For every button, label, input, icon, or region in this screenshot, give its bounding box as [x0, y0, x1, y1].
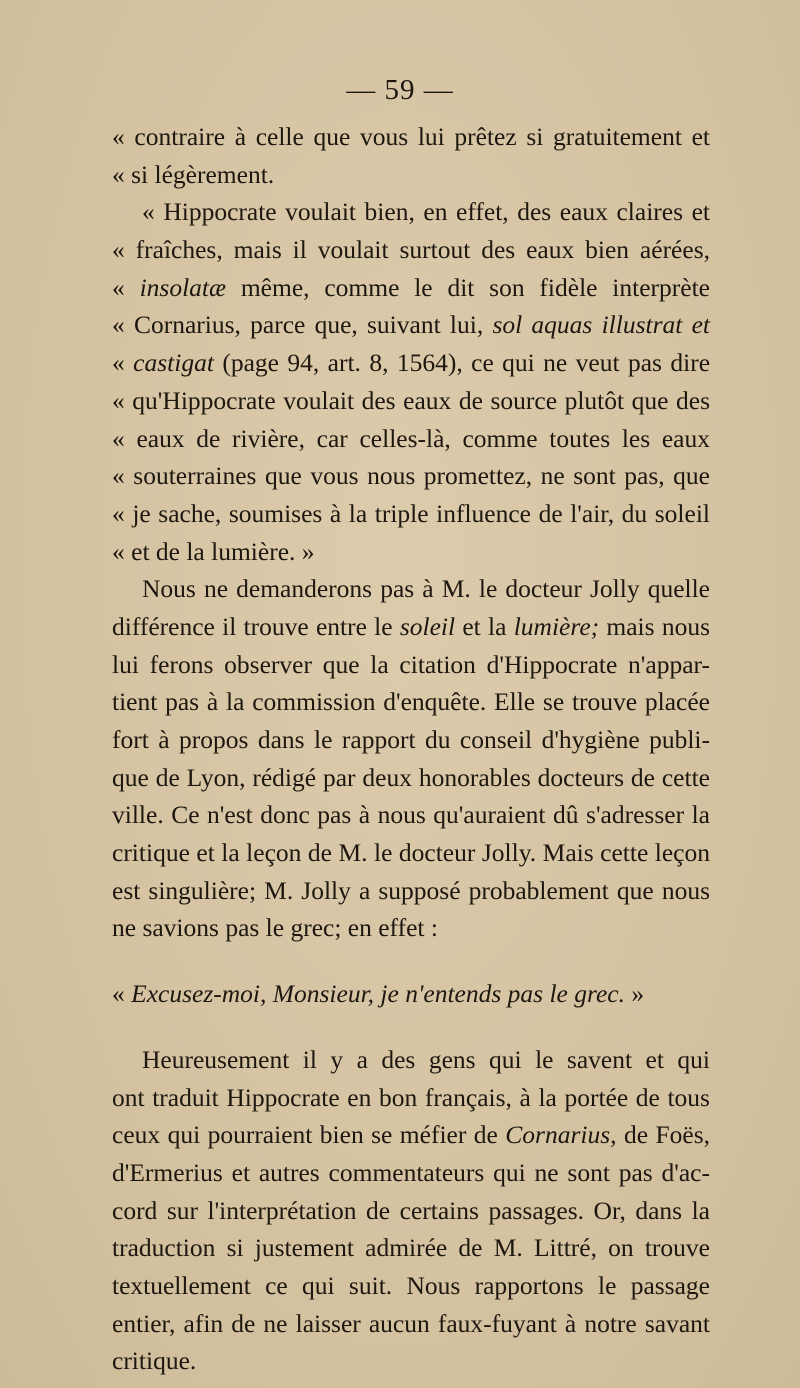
text-line: traduction si justement admirée de M. Littré, on trouve	[112, 1233, 710, 1263]
text-line	[112, 608, 710, 646]
quote-mark-open: «	[112, 979, 132, 1009]
page-number: — 59 —	[346, 74, 454, 106]
text-line: « fraîches, mais il voulait surtout des eaux bien aérées,	[112, 235, 710, 265]
italic-term: soleil	[399, 611, 456, 641]
text-line: « Hippocrate voulait bien, en effet, des eaux claires et	[142, 197, 710, 227]
text-line: ont traduit Hippocrate en bon français, à la portée de tous	[112, 1082, 710, 1112]
spacer	[112, 1013, 710, 1041]
text-fragment: «	[112, 272, 140, 302]
text-fragment: de Foës,	[616, 1120, 710, 1150]
text-fragment: mais nous	[599, 611, 710, 641]
text-line: « souterraines que vous nous promettez, ne sont pas, que	[112, 461, 710, 491]
text-line	[112, 269, 710, 307]
text-line: « je sache, soumises à la triple influence de l'air, du soleil	[112, 498, 710, 528]
text-line: « si légèrement.	[112, 159, 275, 189]
text-line: « et de la lumière. »	[112, 536, 315, 566]
text-line: Nous ne demanderons pas à M. le docteur Jolly quelle	[142, 574, 710, 604]
text-line: critique et la leçon de M. le docteur Jolly. Mais cette leçon	[112, 838, 710, 868]
text-fragment: même, comme le dit son fidèle interprète	[226, 272, 710, 302]
text-line: Heureusement il y a des gens qui le savent et qui	[142, 1044, 710, 1074]
italic-term: sol aquas illustrat et	[492, 310, 710, 340]
text-line: « qu'Hippocrate voulait des eaux de source plutôt que des	[112, 385, 710, 415]
text-line: ville. Ce n'est donc pas à nous qu'auraient dû s'adresser la	[112, 800, 710, 830]
text-line: « contraire à celle que vous lui prêtez si gratuitement et	[112, 122, 710, 151]
text-line	[112, 344, 710, 382]
text-line: que de Lyon, rédigé par deux honorables docteurs de cette	[112, 762, 710, 792]
italic-term: castigat	[133, 348, 214, 378]
text-line: textuellement ce qui suit. Nous rapportons le passage	[112, 1270, 710, 1300]
italic-term: insolatæ	[139, 272, 227, 302]
text-line: d'Ermerius et autres commentateurs qui ne sont pas d'ac-	[112, 1157, 710, 1187]
text-line: ne savions pas le grec; en effet :	[112, 913, 438, 943]
text-fragment: (page 94, art. 8, 1564), ce qui ne veut pas dire	[213, 348, 711, 378]
quote-mark-close: »	[624, 979, 645, 1009]
italic-term: Cornarius,	[505, 1120, 617, 1150]
text-line: lui ferons observer que la citation d'Hippocrate n'appar-	[112, 649, 710, 679]
text-fragment: « Cornarius, parce que, suivant lui,	[112, 310, 493, 340]
text-line	[112, 306, 710, 344]
quote-text: Excusez-moi, Monsieur, je n'entends pas le grec.	[131, 979, 625, 1009]
text-line	[112, 1116, 710, 1154]
text-fragment: différence il trouve entre le	[112, 611, 400, 641]
text-line: est singulière; M. Jolly a supposé probablement que nous	[112, 875, 710, 905]
text-line: critique.	[112, 1346, 197, 1376]
text-line: entier, afin de ne laisser aucun faux-fuyant à notre savant	[112, 1308, 710, 1338]
text-fragment: ceux qui pourraient bien se méfier de	[112, 1120, 506, 1150]
text-line: tient pas à la commission d'enquête. Elle se trouve placée	[112, 687, 710, 717]
body-text	[112, 118, 710, 1380]
text-fragment: «	[112, 348, 134, 378]
text-line: fort à propos dans le rapport du conseil d'hygiène publi-	[112, 725, 710, 754]
text-line: « eaux de rivière, car celles-là, comme toutes les eaux	[112, 423, 710, 453]
quoted-sentence	[112, 975, 710, 1013]
spacer	[112, 947, 710, 975]
text-line: cord sur l'interprétation de certains passages. Or, dans la	[112, 1195, 710, 1225]
text-fragment: et la	[455, 611, 514, 641]
italic-term: lumière;	[513, 611, 600, 641]
